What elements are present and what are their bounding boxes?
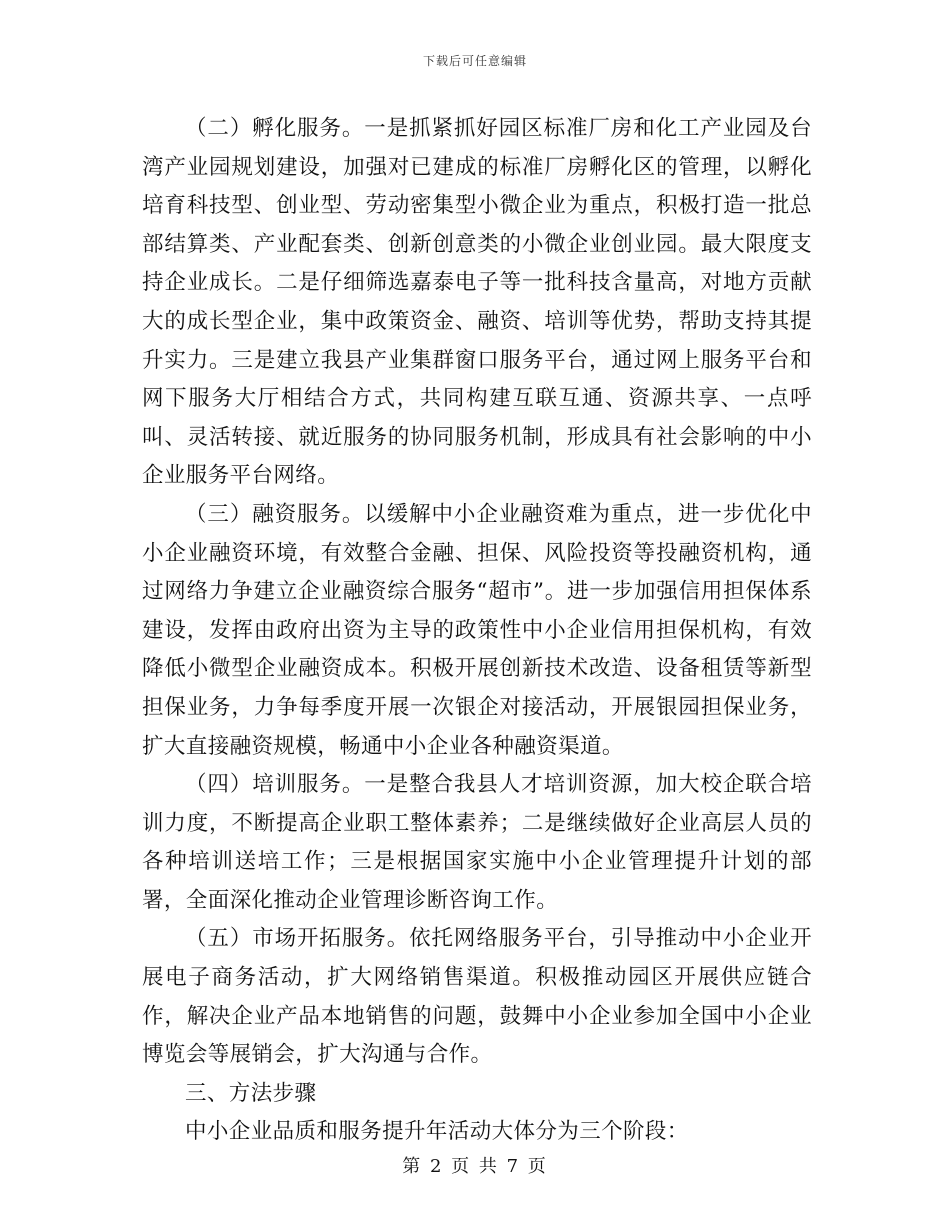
paragraph-financing-service: （三）融资服务。以缓解中小企业融资难为重点，进一步优化中小企业融资环境，有效整合金融、担保、风险投资等投融资机构，通过网络力争建立企业融资综合服务“超市”。进一步加强信用担保体系建设，发挥由政府出资为主导的政策性中小企业信用担保机构，有效降低小微型企业融资成本。积极开展创新技术改造、设备租赁等新型担保业务，力争每季度开展一次银企对接活动，开展银园担保业务，扩大直接融资规模，畅通中小企业各种融资渠道。 [142, 501, 812, 759]
paragraph-stages-intro: 中小企业品质和服务提升年活动大体分为三个阶段： [185, 1119, 689, 1145]
page-number-footer: 第 2 页 共 7 页 [402, 1156, 548, 1177]
header-note: 下载后可任意编辑 [422, 54, 527, 68]
paragraph-training-service: （四）培训服务。一是整合我县人才培训资源，加大校企联合培训力度，不断提高企业职工整体素养；二是继续做好企业高层人员的各种培训送培工作；三是根据国家实施中小企业管理提升计划的部署，全面深化推动企业管理诊断咨询工作。 [142, 772, 812, 913]
section-heading-method-steps: 三、方法步骤 [185, 1080, 317, 1106]
document-body [142, 110, 812, 1152]
paragraph-market-service: （五）市场开拓服务。依托网络服务平台，引导推动中小企业开展电子商务活动，扩大网络销售渠道。积极推动园区开展供应链合作，解决企业产品本地销售的问题，鼓舞中小企业参加全国中小企业博览会等展销会，扩大沟通与合作。 [142, 926, 812, 1068]
paragraph-incubation-service: （二）孵化服务。一是抓紧抓好园区标准厂房和化工产业园及台湾产业园规划建设，加强对已建成的标准厂房孵化区的管理，以孵化培育科技型、创业型、劳动密集型小微企业为重点，积极打造一批总部结算类、产业配套类、创新创意类的小微企业创业园。最大限度支持企业成长。二是仔细筛选嘉泰电子等一批科技含量高，对地方贡献大的成长型企业，集中政策资金、融资、培训等优势，帮助支持其提升实力。三是建立我县产业集群窗口服务平台，通过网上服务平台和网下服务大厅相结合方式，共同构建互联互通、资源共享、一点呼叫、灵活转接、就近服务的协同服务机制，形成具有社会影响的中小企业服务平台网络。 [142, 116, 812, 489]
